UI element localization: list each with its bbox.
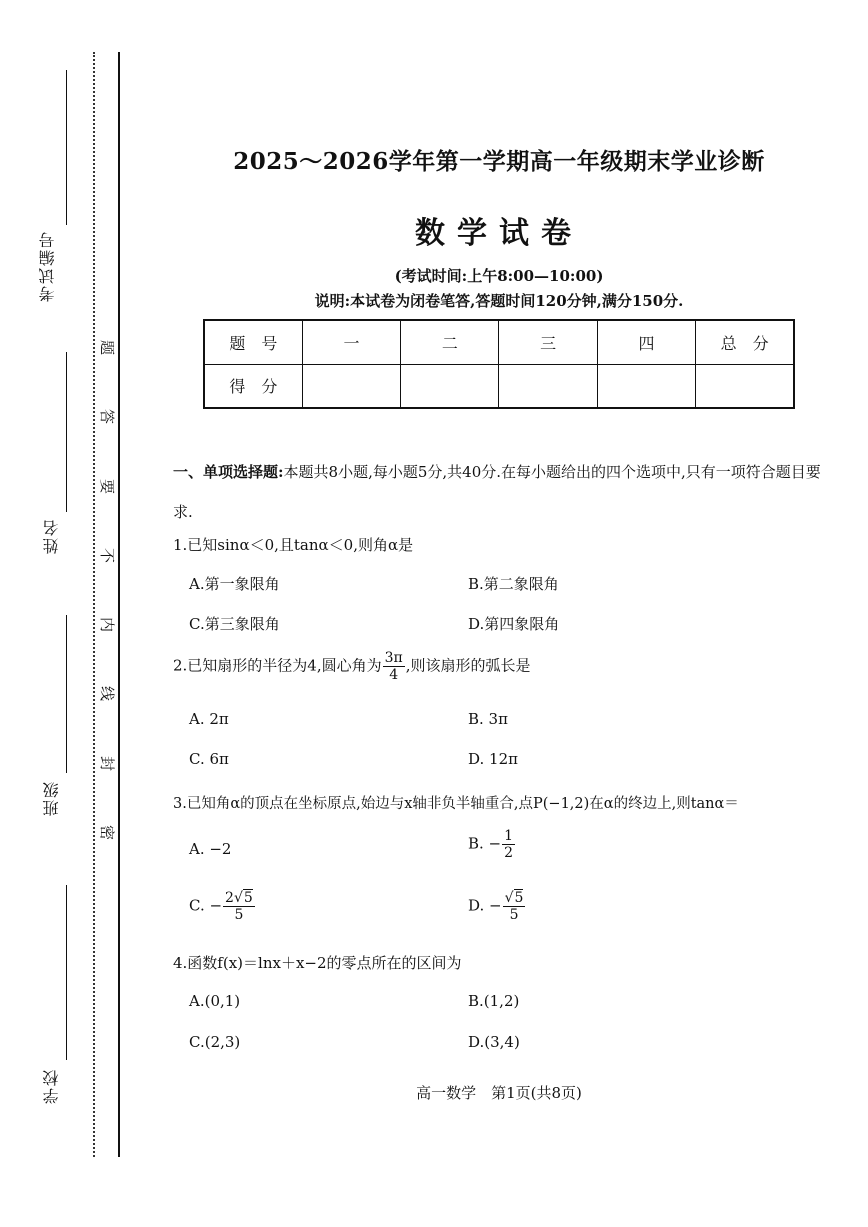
question-1-option-b[interactable]: B.第二象限角: [468, 575, 559, 593]
score-table: [203, 319, 795, 409]
question-1-option-c[interactable]: C.第三象限角: [189, 615, 280, 633]
score-input-cell[interactable]: [499, 364, 597, 408]
option-fraction: [223, 890, 255, 923]
option-prefix: D. −: [468, 896, 502, 915]
question-4-option-a[interactable]: A.(0,1): [189, 992, 241, 1010]
name-line: [66, 352, 67, 512]
seal-char: 题: [98, 339, 117, 356]
seal-warning-text: [98, 340, 116, 840]
school-label: [40, 1068, 63, 1104]
fraction-denominator: 5: [509, 907, 519, 923]
score-input-cell[interactable]: [597, 364, 695, 408]
question-3-option-c[interactable]: [189, 890, 256, 923]
exam-note: 说明:本试卷为闭卷笔答,答题时间120分钟,满分150分.: [314, 292, 684, 310]
question-4-option-b[interactable]: B.(1,2): [468, 992, 520, 1010]
score-input-cell[interactable]: [401, 364, 499, 408]
question-3-option-b[interactable]: [468, 828, 516, 861]
question-3-option-d[interactable]: [468, 890, 526, 923]
score-cell: 一: [302, 320, 400, 364]
fraction-numerator: [503, 890, 526, 907]
score-cell: 总 分: [696, 320, 794, 364]
option-fraction: [502, 828, 515, 861]
fraction-numerator: 3π: [384, 650, 403, 666]
seal-dotted-line: [93, 52, 95, 1157]
radicand: 5: [514, 890, 524, 906]
question-2-option-a[interactable]: A. 2π: [189, 710, 229, 728]
exam-number-label: 考试编号: [38, 230, 57, 302]
seal-char: 封: [98, 755, 117, 771]
subject-title: 数学试卷: [415, 216, 583, 251]
radicand: 5: [243, 890, 253, 906]
question-4-option-c[interactable]: C.(2,3): [189, 1033, 241, 1051]
question-4-stem: 4.函数f(x)＝lnx＋x−2的零点所在的区间为: [173, 954, 462, 972]
option-fraction: [503, 890, 526, 923]
question-1-option-d[interactable]: D.第四象限角: [468, 615, 560, 633]
question-3-stem: 3.已知角α的顶点在坐标原点,始边与x轴非负半轴重合,点P(−1,2)在α的终边上,则tanα＝: [173, 796, 739, 812]
score-cell: 二: [401, 320, 499, 364]
seal-char: 线: [98, 686, 117, 702]
exam-title: 2025～2026学年第一学期高一年级期末学业诊断: [233, 148, 765, 175]
seal-char: 不: [98, 547, 117, 563]
question-1-stem: 1.已知sinα＜0,且tanα＜0,则角α是: [173, 536, 414, 554]
class-label-text: 班级: [42, 780, 61, 816]
exam-number-line: [66, 70, 67, 225]
question-3-option-a[interactable]: A. −2: [189, 840, 232, 858]
question-2-angle-fraction: [383, 650, 405, 683]
radical-coefficient: 2: [225, 890, 234, 906]
class-label: [40, 780, 63, 816]
score-cell: 四: [597, 320, 695, 364]
score-table-header-row: [204, 320, 794, 364]
score-cell: 三: [499, 320, 597, 364]
fraction-denominator: 2: [504, 845, 514, 861]
question-2-stem: [173, 650, 531, 683]
school-line: [66, 885, 67, 1060]
name-label: [40, 518, 63, 554]
sqrt-icon: √: [504, 890, 514, 906]
school-label-text: 学校: [42, 1068, 61, 1104]
score-cell: 得 分: [204, 364, 302, 408]
seal-char: 要: [98, 478, 117, 494]
class-line: [66, 615, 67, 773]
fraction-numerator: 1: [504, 828, 514, 844]
option-prefix: C. −: [189, 896, 223, 915]
question-1-option-a[interactable]: A.第一象限角: [189, 575, 280, 593]
page-footer: 高一数学 第1页(共8页): [416, 1084, 582, 1102]
question-4-option-d[interactable]: D.(3,4): [468, 1033, 520, 1051]
section-heading: 一、单项选择题:: [173, 463, 284, 481]
question-2-stem-post: ,则该扇形的弧长是: [405, 656, 531, 675]
question-2-stem-pre: 2.已知扇形的半径为4,圆心角为: [173, 656, 382, 675]
name-label-text: 姓名: [42, 518, 61, 554]
option-prefix: B. −: [468, 834, 502, 853]
exam-time: (考试时间:上午8:00—10:00): [394, 267, 604, 285]
fraction-numerator: [223, 890, 255, 907]
question-2-option-c[interactable]: C. 6π: [189, 750, 229, 768]
score-input-cell[interactable]: [302, 364, 400, 408]
seal-char: 答: [98, 409, 117, 425]
fraction-denominator: 5: [234, 907, 244, 923]
score-cell: 题 号: [204, 320, 302, 364]
seal-char: 密: [98, 824, 117, 840]
section-1-instructions: [173, 452, 833, 532]
question-2-option-d[interactable]: D. 12π: [468, 750, 518, 768]
sqrt-icon: √: [233, 890, 243, 906]
section-text: 本题共8小题,每小题5分,共40分.在每小题给出的四个选项中,只有一项符合题目要求.: [173, 463, 821, 521]
seal-solid-rule: [118, 52, 120, 1157]
question-2-option-b[interactable]: B. 3π: [468, 710, 508, 728]
fraction-denominator: 4: [389, 667, 399, 683]
seal-char: 内: [98, 617, 117, 633]
score-input-cell[interactable]: [696, 364, 794, 408]
score-table-score-row: [204, 364, 794, 408]
